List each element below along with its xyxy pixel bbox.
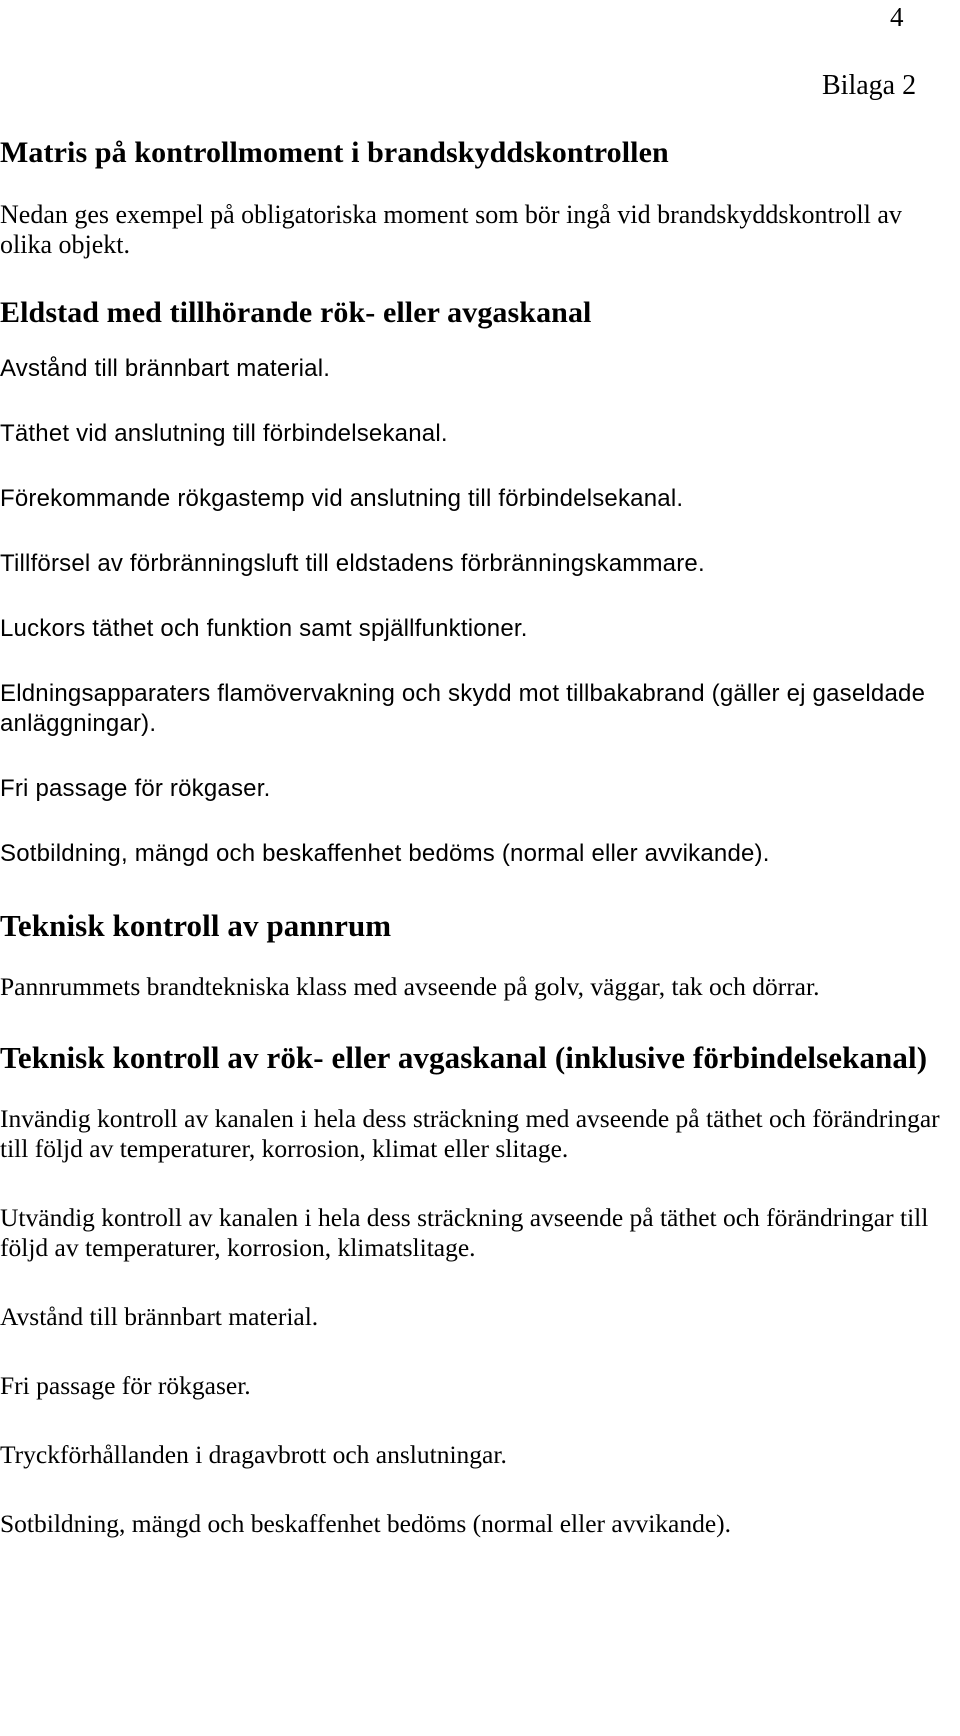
list-item: Eldningsapparaters flamövervakning och skydd mot tillbakabrand (gäller ej gaseldade anläggningar). bbox=[0, 680, 926, 737]
appendix-label: Bilaga 2 bbox=[822, 70, 917, 101]
list-item: Pannrummets brandtekniska klass med avseende på golv, väggar, tak och dörrar. bbox=[0, 972, 820, 1001]
list-item: Täthet vid anslutning till förbindelsekanal. bbox=[0, 420, 448, 447]
section-eldstad bbox=[0, 294, 950, 869]
section-pannrum bbox=[0, 906, 950, 1002]
section-heading: Teknisk kontroll av pannrum bbox=[0, 908, 392, 943]
list-item: Invändig kontroll av kanalen i hela dess sträckning med avseende på täthet och förändringar till följd av temperaturer, korrosion, klimat eller slitage. bbox=[0, 1104, 940, 1163]
list-item: Fri passage för rökgaser. bbox=[0, 1371, 251, 1400]
section-heading: Eldstad med tillhörande rök- eller avgaskanal bbox=[0, 296, 592, 329]
list-item: Utvändig kontroll av kanalen i hela dess sträckning avseende på täthet och förändringar till följd av temperaturer, korrosion, klimatslitage. bbox=[0, 1203, 929, 1262]
intro-paragraph: Nedan ges exempel på obligatoriska moment som bör ingå vid brandskyddskontroll av olika objekt. bbox=[0, 200, 902, 259]
checklist bbox=[0, 1104, 950, 1539]
checklist bbox=[0, 354, 950, 869]
list-item: Tillförsel av förbränningsluft till eldstadens förbränningskammare. bbox=[0, 550, 705, 577]
checklist bbox=[0, 972, 950, 1002]
document-body bbox=[0, 134, 950, 1578]
list-item: Avstånd till brännbart material. bbox=[0, 355, 331, 382]
list-item: Fri passage för rökgaser. bbox=[0, 775, 271, 802]
section-rokkanal bbox=[0, 1038, 950, 1539]
section-heading: Teknisk kontroll av rök- eller avgaskanal (inklusive förbindelsekanal) bbox=[0, 1040, 928, 1075]
list-item: Luckors täthet och funktion samt spjällfunktioner. bbox=[0, 615, 528, 642]
list-item: Tryckförhållanden i dragavbrott och anslutningar. bbox=[0, 1440, 507, 1469]
list-item: Avstånd till brännbart material. bbox=[0, 1302, 319, 1331]
page-number: 4 bbox=[890, 2, 904, 32]
list-item: Sotbildning, mängd och beskaffenhet bedöms (normal eller avvikande). bbox=[0, 840, 770, 867]
document-title: Matris på kontrollmoment i brandskyddskontrollen bbox=[0, 136, 669, 169]
list-item: Sotbildning, mängd och beskaffenhet bedöms (normal eller avvikande). bbox=[0, 1509, 732, 1538]
list-item: Förekommande rökgastemp vid anslutning till förbindelsekanal. bbox=[0, 485, 684, 512]
